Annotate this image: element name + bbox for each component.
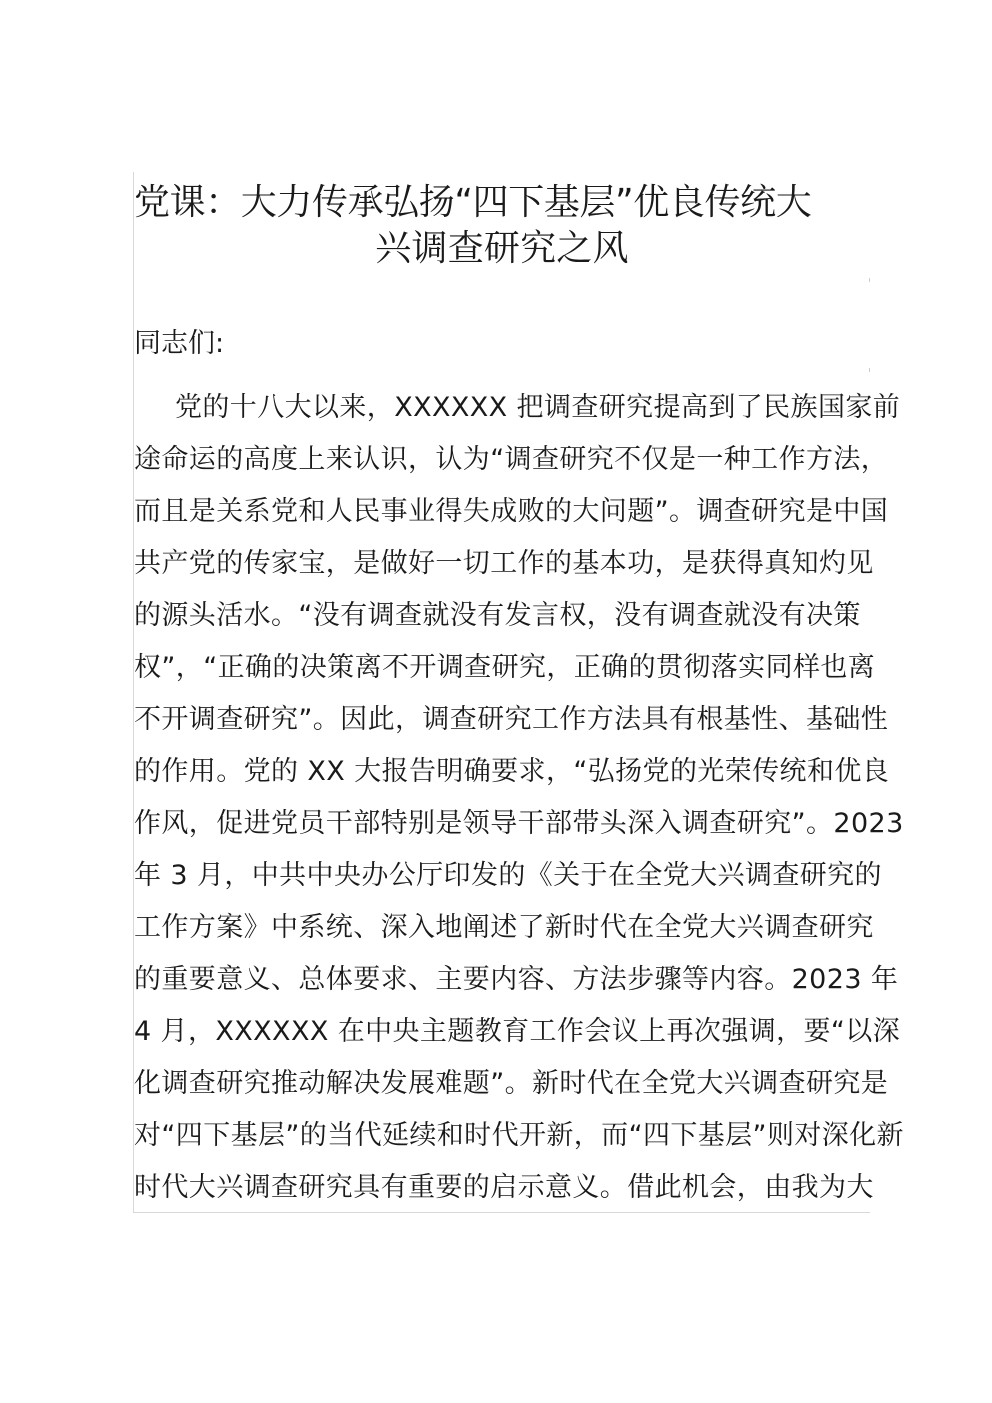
body-line: 权”，“正确的决策离不开调查研究，正确的贯彻落实同样也离	[134, 652, 876, 683]
document-text-block	[133, 172, 904, 1213]
body-line: 共产党的传家宝，是做好一切工作的基本功，是获得真知灼见	[134, 548, 874, 579]
document-title-line-1: 党课：大力传承弘扬“四下基层”优良传统大	[134, 182, 812, 223]
body-line: 时代大兴调查研究具有重要的启示意义。借此机会，由我为大	[134, 1172, 874, 1203]
margin-tick	[869, 368, 870, 372]
margin-tick	[869, 278, 870, 282]
body-line: 年 3 月，中共中央办公厅印发的《关于在全党大兴调查研究的	[134, 860, 882, 891]
body-line: 对“四下基层”的当代延续和时代开新，而“四下基层”则对深化新	[134, 1120, 904, 1151]
salutation: 同志们:	[134, 328, 225, 359]
body-line: 党的十八大以来，XXXXXX 把调查研究提高到了民族国家前	[175, 392, 901, 423]
body-line: 的源头活水。“没有调查就没有发言权，没有调查就没有决策	[134, 600, 861, 631]
document-title-line-2: 兴调查研究之风	[375, 228, 629, 269]
body-line: 途命运的高度上来认识，认为“调查研究不仅是一种工作方法，	[134, 444, 889, 475]
body-line: 的作用。党的 XX 大报告明确要求，“弘扬党的光荣传统和优良	[134, 756, 890, 787]
body-line: 而且是关系党和人民事业得失成败的大问题”。调查研究是中国	[134, 496, 889, 527]
body-line: 4 月，XXXXXX 在中央主题教育工作会议上再次强调，要“以深	[134, 1016, 901, 1047]
body-line: 的重要意义、总体要求、主要内容、方法步骤等内容。2023 年	[134, 964, 899, 995]
body-line: 工作方案》中系统、深入地阐述了新时代在全党大兴调查研究	[134, 912, 874, 943]
body-line: 不开调查研究”。因此，调查研究工作方法具有根基性、基础性	[134, 704, 889, 735]
body-line: 化调查研究推动解决发展难题”。新时代在全党大兴调查研究是	[134, 1068, 889, 1099]
body-line: 作风，促进党员干部特别是领导干部带头深入调查研究”。2023	[134, 808, 904, 839]
